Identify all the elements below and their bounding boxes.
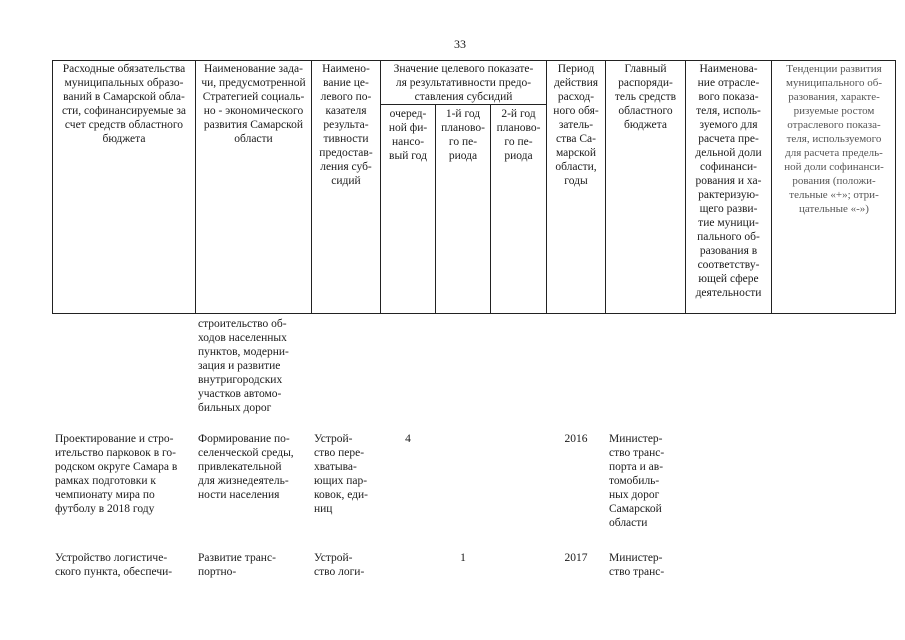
row1-period: 2016 <box>564 433 588 445</box>
header-obligations: Расходные обязательства муниципальных образо- ваний в Самарской обла- сти, софинансируемые за счет средств областного бюджета <box>61 63 187 145</box>
page-number: 33 <box>454 37 466 51</box>
row2-indicator: Устрой- ство логи- <box>314 552 365 578</box>
row2-obligation: Устройство логистиче- ского пункта, обеспечи- <box>55 552 173 578</box>
row2-task: Развитие транс- портно- <box>198 552 276 578</box>
row2-period: 2017 <box>564 552 588 564</box>
row1-manager: Министер- ство транс- порта и ав- томобиль- ных дорог Самарской области <box>609 433 665 529</box>
header-indicator-value-group: Значение целевого показате- ля результативности предо- ставления субсидий <box>393 63 534 103</box>
header-trends: Тенденции развития муниципального об- разования, характе- ризуемые ростом отраслевого показа- теля, используемого для расчета предель- ной доли софинанси- рования (положи- тельные «+»; отри- цательные «-») <box>784 63 884 215</box>
header-current-year: очеред- ной фи- нансо- вый год <box>388 108 428 162</box>
row1-indicator: Устрой- ство пере- хватыва- ющих пар- ковок, еди- ниц <box>314 433 368 515</box>
task-continuation: строительство об- ходов населенных пунктов, модерни- зация и развитие внутригородских участков автомо- бильных дорог <box>198 318 289 414</box>
header-plan-year-1: 1-й год планово- го пе- риода <box>441 108 485 162</box>
header-period: Период действия расход- ного обя- затель- ства Са- марской области, годы <box>553 63 599 187</box>
row2-manager: Министер- ство транс- <box>609 552 665 578</box>
row1-value: 4 <box>405 433 411 445</box>
row1-obligation: Проектирование и стро- ительство парковок в го- родском округе Самара в рамках подготовки к чемпионату мира по футболу в 2018 году <box>55 433 178 515</box>
header-task: Наименование зада- чи, предусмотренной Стратегией социаль- но - экономического развития Самарской области <box>201 63 306 145</box>
header-budget-manager: Главный распоряди- тель средств областного бюджета <box>614 63 677 131</box>
group-divider <box>380 104 546 105</box>
header-indicator: Наимено- вание це- левого по- казателя результа- тивности предостав- ления суб- сидий <box>319 63 373 187</box>
header-plan-year-2: 2-й год планово- го пе- риода <box>496 108 541 162</box>
row1-task: Формирование по- селенческой среды, привлекательной для жизнедеятель- ности населения <box>198 433 294 501</box>
header-sector-indicator: Наименова- ние отрасле- вого показа- теля, исполь- зуемого для расчета пре- дельной доли софинанси- рования и ха- рактеризую- щего разви- тие муници- пального об- разования в соответству- ющей сфере деятельности <box>695 63 762 299</box>
row2-value: 1 <box>460 552 466 564</box>
